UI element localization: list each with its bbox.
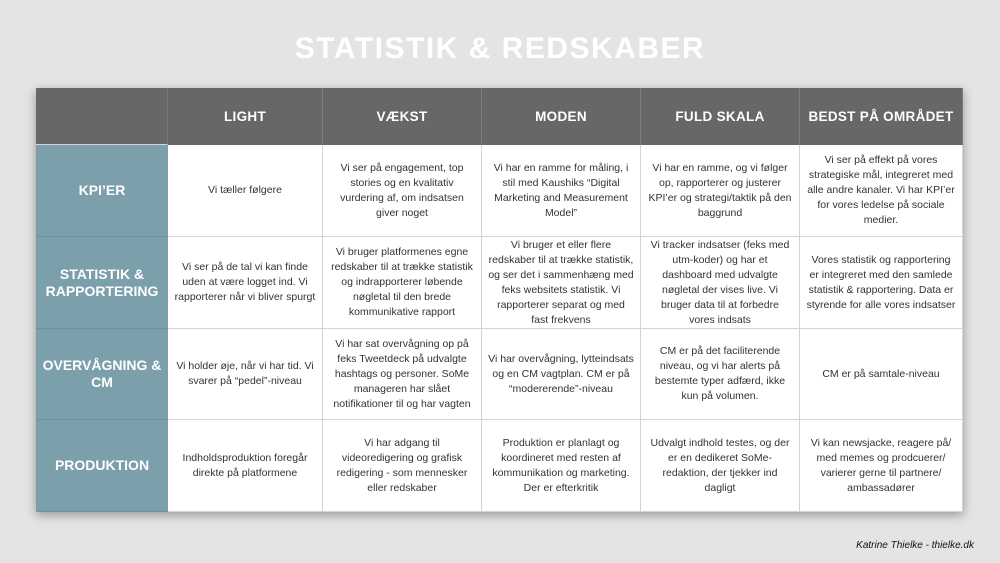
table-corner	[36, 88, 168, 145]
table-cell: Vi bruger et eller flere redskaber til at trække statistik, og ser det i sammenhæng med feks websitets statistik. Vi rapporterer separat og med fast frekvens	[482, 237, 641, 329]
row-header-kpier: KPI’ER	[36, 145, 168, 237]
maturity-table	[36, 88, 963, 512]
table-cell: CM er på det faciliterende niveau, og vi har alerts på bestemte typer adfærd, ikke kun på volumen.	[641, 329, 800, 420]
table-cell: Vi ser på de tal vi kan finde uden at være logget ind. Vi rapporterer når vi bliver spurgt	[168, 237, 323, 329]
table-cell: Vi bruger platformenes egne redskaber til at trække statistik og indrapporterer løbende nøgletal til den brede kommunikative rapport	[323, 237, 482, 329]
author-credit: Katrine Thielke - thielke.dk	[856, 540, 974, 551]
column-header-vaekst: VÆKST	[323, 88, 482, 145]
table-cell: Vi har overvågning, lytteindsats og en CM vagtplan. CM er på “modererende”-niveau	[482, 329, 641, 420]
table-cell: CM er på samtale-niveau	[800, 329, 963, 420]
table-cell: Vi har en ramme, og vi følger op, rapporterer og justerer KPI’er og strategi/taktik på den baggrund	[641, 145, 800, 237]
table-cell: Vores statistik og rapportering er integreret med den samlede statistik & rapportering. Data er styrende for alle vores indsatser	[800, 237, 963, 329]
table-grid	[36, 88, 963, 512]
table-cell: Indholdsproduktion foregår direkte på platformene	[168, 420, 323, 512]
table-cell: Vi kan newsjacke, reagere på/ med memes og prodcuerer/ varierer gerne til partnere/ ambassadører	[800, 420, 963, 512]
row-header-overvaagning: OVERVÅGNING & CM	[36, 329, 168, 420]
slide-title: STATISTIK & REDSKABER	[294, 32, 706, 65]
column-header-bedst: BEDST PÅ OMRÅDET	[800, 88, 963, 145]
table-cell: Vi ser på engagement, top stories og en kvalitativ vurdering af, om indsatsen giver noget	[323, 145, 482, 237]
table-cell: Udvalgt indhold testes, og der er en dedikeret SoMe-redaktion, der tjekker ind dagligt	[641, 420, 800, 512]
table-cell: Vi ser på effekt på vores strategiske mål, integreret med alle andre kanaler. Vi har KPI’er for vores ledelse på sociale medier.	[800, 145, 963, 237]
column-header-light: LIGHT	[168, 88, 323, 145]
row-header-statistik: STATISTIK & RAPPORTERING	[36, 237, 168, 329]
table-cell: Vi holder øje, når vi har tid. Vi svarer på “pedel”-niveau	[168, 329, 323, 420]
column-header-fuld-skala: FULD SKALA	[641, 88, 800, 145]
table-cell: Vi har en ramme for måling, i stil med Kaushiks “Digital Marketing and Measurement Model”	[482, 145, 641, 237]
table-cell: Vi har sat overvågning op på feks Tweetdeck på udvalgte hashtags og personer. SoMe manageren har slået notifikationer til og har vagten	[323, 329, 482, 420]
row-header-produktion: PRODUKTION	[36, 420, 168, 512]
table-cell: Vi tracker indsatser (feks med utm-koder) og har et dashboard med udvalgte nøgletal der vises live. Vi bruger data til at forbedre vores indsats	[641, 237, 800, 329]
column-header-moden: MODEN	[482, 88, 641, 145]
table-cell: Vi tæller følgere	[168, 145, 323, 237]
table-cell: Vi har adgang til videoredigering og grafisk redigering - som mennesker eller redskaber	[323, 420, 482, 512]
table-cell: Produktion er planlagt og koordineret med resten af kommunikation og marketing. Der er efterkritik	[482, 420, 641, 512]
